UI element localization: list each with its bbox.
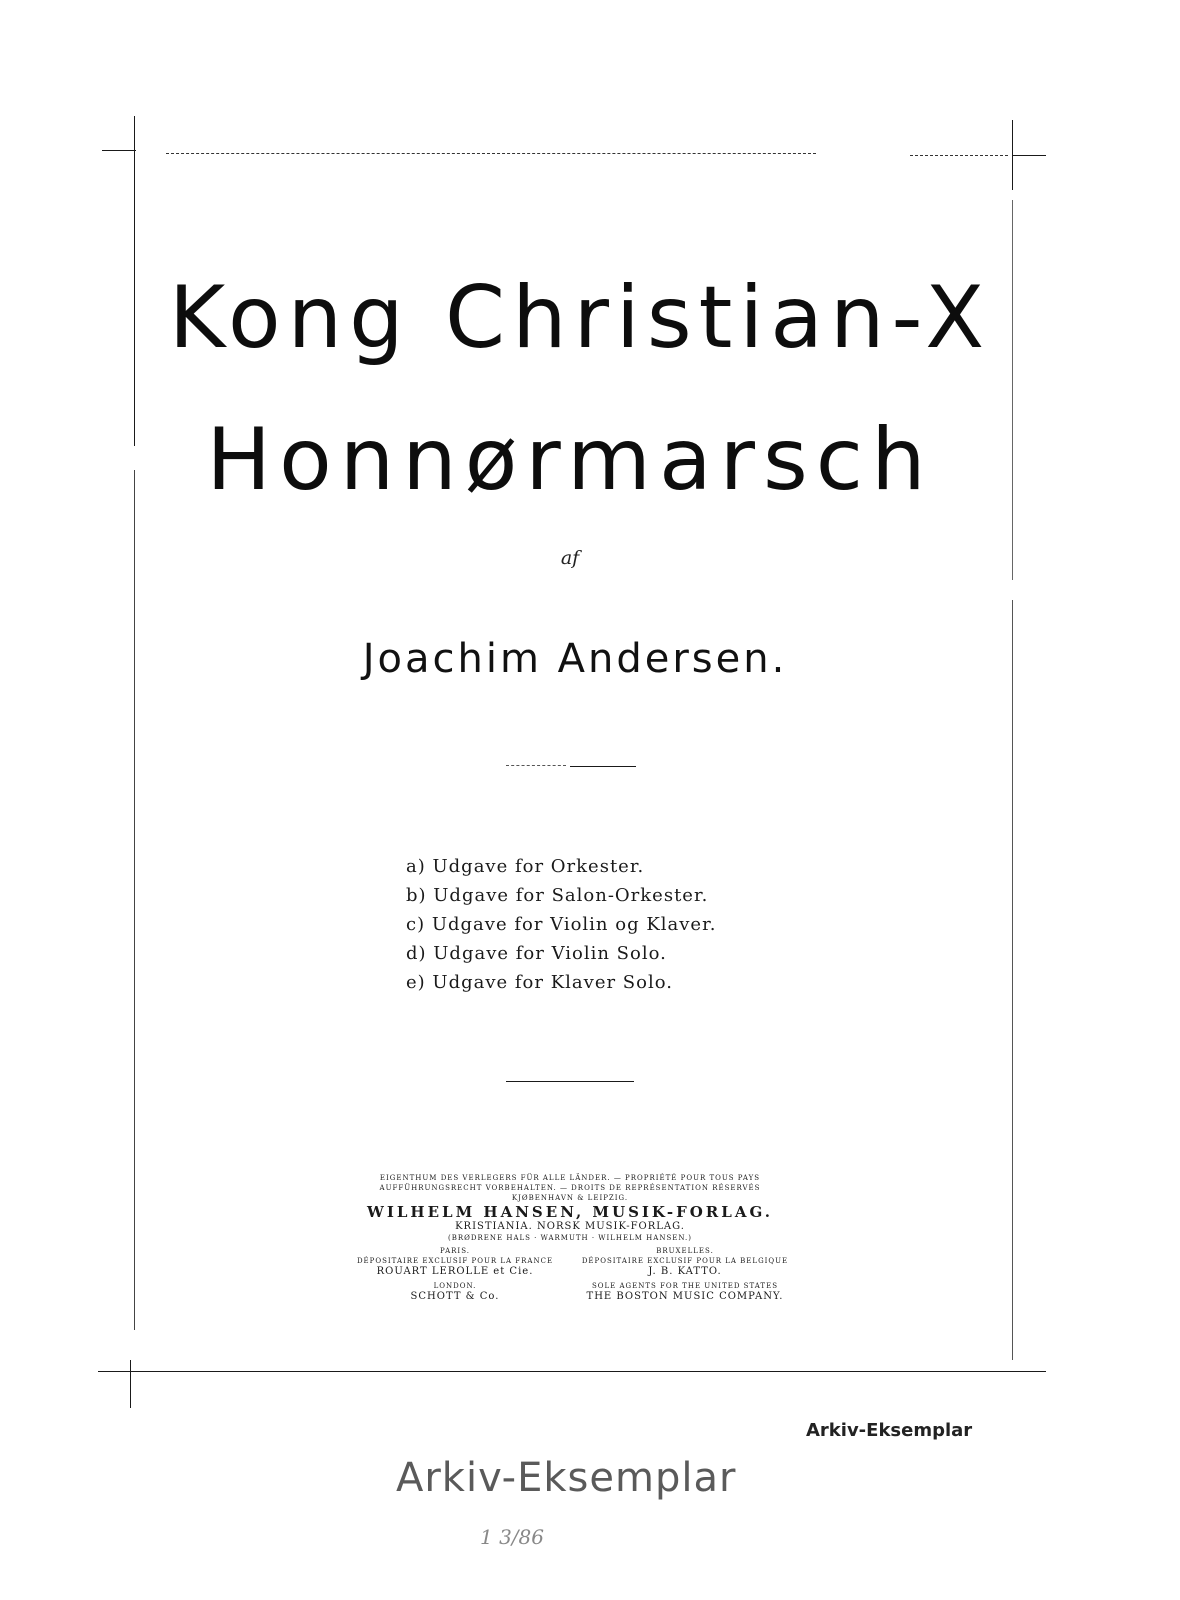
crop-mark-bottom-left-vertical bbox=[130, 1360, 131, 1408]
archive-stamp-small: Arkiv-Eksemplar bbox=[806, 1420, 973, 1441]
crop-mark-top-left-horizontal bbox=[102, 150, 136, 151]
archive-stamp-large: Arkiv-Eksemplar bbox=[396, 1455, 737, 1501]
agents-row-2 bbox=[340, 1281, 800, 1303]
composer-name: Joachim Andersen. bbox=[362, 636, 788, 682]
byline: af bbox=[560, 547, 580, 569]
london-city: LONDON. bbox=[433, 1282, 477, 1290]
title-line-2: Honnørmarsch bbox=[206, 410, 934, 510]
paris-agent: ROUART LEROLLE et Cie. bbox=[376, 1266, 534, 1277]
kristiania-line: KRISTIANIA. NORSK MUSIK-FORLAG. bbox=[455, 1221, 685, 1232]
publisher-imprint bbox=[340, 1173, 800, 1303]
brussels-city: BRUXELLES. bbox=[656, 1247, 714, 1255]
handwritten-note: 1 3/86 bbox=[480, 1525, 544, 1549]
publisher-name: WILHELM HANSEN, MUSIK-FORLAG. bbox=[367, 1203, 773, 1221]
rights-line-1: EIGENTHUM DES VERLEGERS FÜR ALLE LÄNDER. — PROPRIÉTÉ POUR TOUS PAYS bbox=[379, 1174, 761, 1182]
title-line-1: Kong Christian-X bbox=[168, 268, 992, 368]
publisher-cities: KJØBENHAVN & LEIPZIG. bbox=[511, 1194, 629, 1202]
agents-row-1 bbox=[340, 1246, 800, 1278]
separator-dashed bbox=[506, 765, 566, 766]
bottom-rule bbox=[98, 1371, 1046, 1372]
editions-list bbox=[406, 852, 716, 997]
brussels-note: DÉPOSITAIRE EXCLUSIF POUR LA BELGIQUE bbox=[581, 1257, 789, 1265]
crop-mark-top-right-horizontal bbox=[1012, 155, 1046, 156]
edition-item: e) Udgave for Klaver Solo. bbox=[406, 972, 673, 993]
edition-item: c) Udgave for Violin og Klaver. bbox=[406, 914, 717, 935]
edition-item: a) Udgave for Orkester. bbox=[406, 856, 645, 877]
us-note: SOLE AGENTS FOR THE UNITED STATES bbox=[591, 1282, 779, 1290]
rights-line-2: AUFFÜHRUNGSRECHT VORBEHALTEN. — DROITS DE REPRÉSENTATION RÉSERVÉS bbox=[379, 1184, 761, 1192]
right-frame-edge-lower bbox=[1012, 600, 1013, 1360]
edition-item: b) Udgave for Salon-Orkester. bbox=[406, 885, 709, 906]
right-frame-edge bbox=[1012, 200, 1013, 580]
paris-note: DÉPOSITAIRE EXCLUSIF POUR LA FRANCE bbox=[356, 1257, 554, 1265]
top-rule bbox=[166, 153, 816, 154]
london-agent: SCHOTT & Co. bbox=[410, 1291, 500, 1302]
us-agent: THE BOSTON MUSIC COMPANY. bbox=[586, 1291, 784, 1302]
edition-item: d) Udgave for Violin Solo. bbox=[406, 943, 667, 964]
left-frame-edge bbox=[134, 470, 135, 1330]
paris-city: PARIS. bbox=[440, 1247, 470, 1255]
top-rule-right bbox=[910, 155, 1008, 156]
kristiania-note: (BRØDRENE HALS · WARMUTH · WILHELM HANSEN.) bbox=[448, 1234, 692, 1242]
separator-after-editions bbox=[506, 1081, 634, 1082]
separator-solid bbox=[570, 766, 636, 767]
brussels-agent: J. B. KATTO. bbox=[648, 1266, 722, 1277]
